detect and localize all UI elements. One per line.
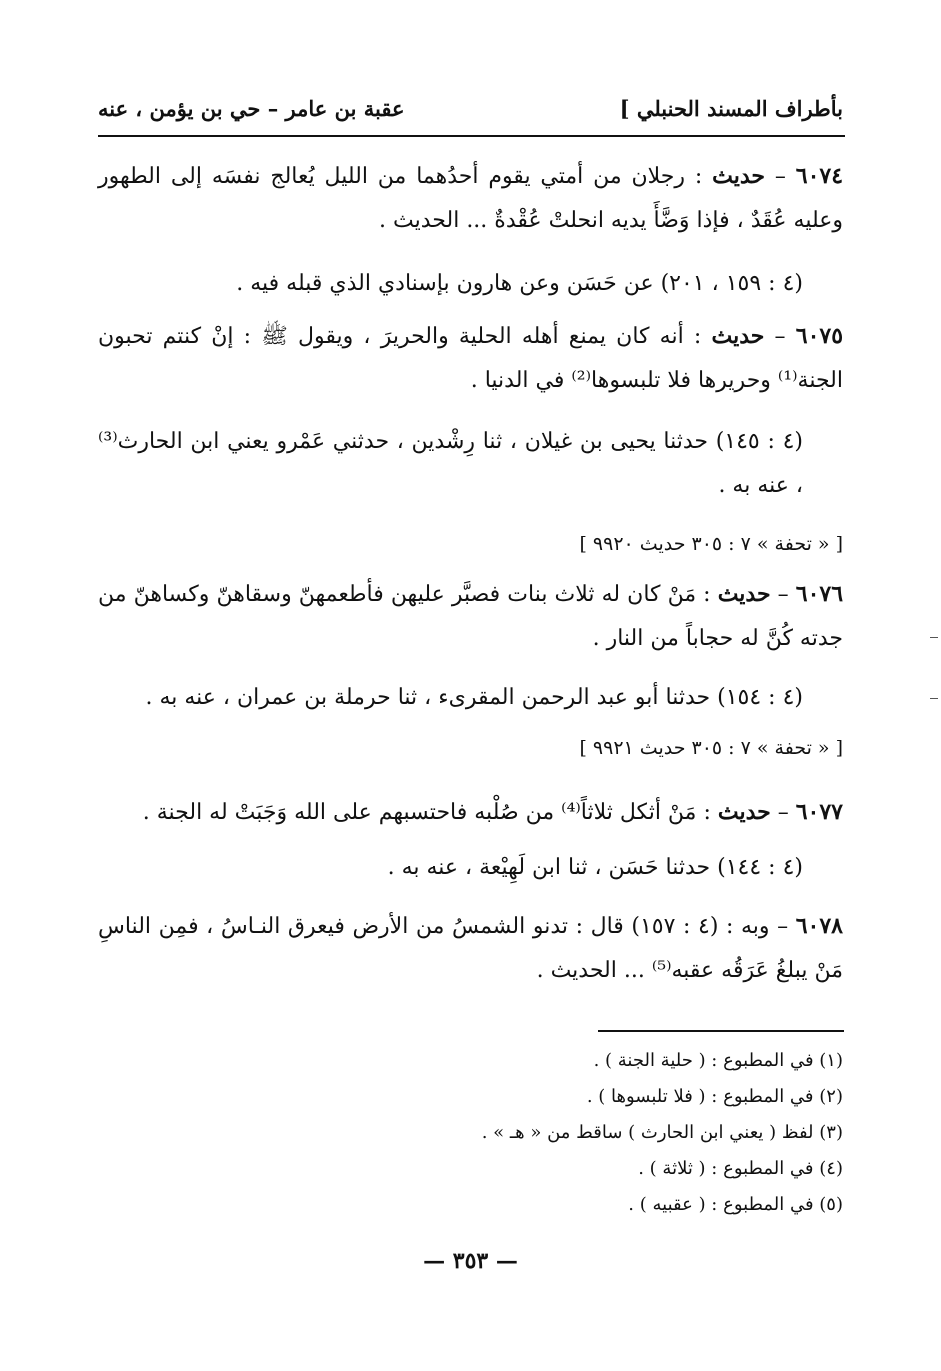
hadith-number: ٦٠٧٥ bbox=[795, 323, 844, 349]
sanad-6077 bbox=[98, 846, 843, 890]
hadith-matn: : رجلان من أمتي يقوم أحدُهما من الليل يُعالج نفسَه إلى الطهور وعليه عُقَدٌ ، فإذا وَضَّأَ يديه انحلتْ عُقْدةٌ ... الحديث . bbox=[98, 164, 843, 233]
hadith-text: ٦٠٧٥ – حديث : أنه كان يمنع أهله الحلية والحريرَ ، ويقول ﷺ : إنْ كنتم تحبون الجنة⁽¹⁾ وحريرها فلا تلبسوها⁽²⁾ في الدنيا . bbox=[98, 323, 844, 393]
tuhfa-reference: [ « تحفة » ٧ : ٣٠٥ حديث ٩٩٢٠ ] bbox=[579, 533, 843, 555]
hadith-number: ٦٠٧٧ bbox=[795, 799, 843, 825]
hadith-6078 bbox=[98, 904, 843, 993]
hadith-6075 bbox=[98, 314, 843, 403]
tuhfa-ref-6075 bbox=[98, 522, 843, 566]
hadith-label: حديث bbox=[717, 799, 771, 825]
hadith-number: ٦٠٧٨ bbox=[795, 913, 843, 939]
tuhfa-reference: [ « تحفة » ٧ : ٣٠٥ حديث ٩٩٢١ ] bbox=[579, 737, 843, 759]
header-divider bbox=[98, 135, 845, 137]
footnote-1: (١) في المطبوع : ( حلية الجنة ) . bbox=[593, 1050, 843, 1071]
hadith-label: حديث bbox=[717, 581, 771, 607]
hadith-6076 bbox=[98, 572, 843, 661]
scan-edge-mark bbox=[930, 698, 938, 699]
hadith-text: ٦٠٧٦ – حديث : مَنْ كان له ثلاث بنات فصبَّر عليهن فأطعمهنّ وسقاهنّ وكساهنّ من جدته كُنَّ له حجاباً من النار . bbox=[98, 581, 844, 651]
sanad-text: (٤ : ١٥٩ ، ٢٠١) عن حَسَن وعن هارون بإسنادي الذي قبله فيه . bbox=[236, 271, 803, 296]
sanad-text: (٤ : ١٤٥) حدثنا يحيى بن غيلان ، ثنا رِشْدين ، حدثني عَمْرو يعني ابن الحارث⁽³⁾ ، عنه به . bbox=[98, 429, 803, 498]
footnotes bbox=[98, 1043, 843, 1223]
hadith-text: ٦٠٧٧ – حديث : مَنْ أثكل ثلاثاً⁽⁴⁾ من صُلْبه فاحتسبهم على الله وَجَبَتْ له الجنة . bbox=[142, 799, 843, 825]
header-book-title: بأطراف المسند الحنبلي ] bbox=[619, 96, 843, 121]
footnote-5: (٥) في المطبوع : ( عقبيه ) . bbox=[628, 1194, 843, 1215]
hadith-matn: : مَنْ أثكل ثلاثاً⁽⁴⁾ من صُلْبه فاحتسبهم على الله وَجَبَتْ له الجنة . bbox=[142, 800, 711, 825]
footnote-4: (٤) في المطبوع : ( ثلاثة ) . bbox=[638, 1158, 843, 1179]
footnote-3: (٣) لفظ ( يعني ابن الحارث ) ساقط من « هـ » . bbox=[481, 1122, 843, 1143]
header-section-title: عقبة بن عامر – حي بن يؤمن ، عنه bbox=[98, 96, 405, 121]
hadith-label: حديث bbox=[712, 163, 766, 189]
hadith-number: ٦٠٧٦ bbox=[795, 581, 844, 607]
page-number: — ٣٥٣ — bbox=[423, 1248, 518, 1274]
tuhfa-ref-6076 bbox=[98, 726, 843, 770]
running-header bbox=[98, 96, 843, 132]
footnote-divider bbox=[598, 1030, 844, 1032]
hadith-matn: : أنه كان يمنع أهله الحلية والحريرَ ، ويقول ﷺ : إنْ كنتم تحبون الجنة⁽¹⁾ وحريرها فلا تلبسوها⁽²⁾ في الدنيا . bbox=[98, 324, 843, 393]
hadith-number: ٦٠٧٤ bbox=[795, 163, 844, 189]
hadith-matn: – وبه : (٤ : ١٥٧) قال : تدنو الشمسُ من الأرض فيعرق النـاسُ ، فمِن الناسِ مَنْ يبلغُ عَرَقُه عقبه⁽⁵⁾ ... الحديث . bbox=[98, 914, 843, 983]
hadith-6074 bbox=[98, 154, 843, 243]
sanad-6075 bbox=[98, 420, 843, 508]
sanad-6076 bbox=[98, 676, 843, 720]
sanad-text: (٤ : ١٤٤) حدثنا حَسَن ، ثنا ابن لَهِيْعة ، عنه به . bbox=[387, 855, 803, 880]
hadith-label: حديث bbox=[711, 323, 765, 349]
sanad-text: (٤ : ١٥٤) حدثنا أبو عبد الرحمن المقرىء ، ثنا حرملة بن عمران ، عنه به . bbox=[145, 685, 803, 710]
sanad-6074 bbox=[98, 262, 843, 306]
hadith-6077 bbox=[98, 790, 843, 835]
footnote-2: (٢) في المطبوع : ( فلا تلبسوها ) . bbox=[586, 1086, 843, 1107]
hadith-matn: : مَنْ كان له ثلاث بنات فصبَّر عليهن فأطعمهنّ وسقاهنّ وكساهنّ من جدته كُنَّ له حجاباً من النار . bbox=[98, 582, 843, 651]
scan-edge-mark bbox=[930, 637, 938, 638]
hadith-text bbox=[98, 904, 843, 993]
hadith-text: ٦٠٧٤ – حديث : رجلان من أمتي يقوم أحدُهما من الليل يُعالج نفسَه إلى الطهور وعليه عُقَدٌ ، فإذا وَضَّأَ يديه انحلتْ عُقْدةٌ ... الحديث . bbox=[98, 163, 844, 233]
